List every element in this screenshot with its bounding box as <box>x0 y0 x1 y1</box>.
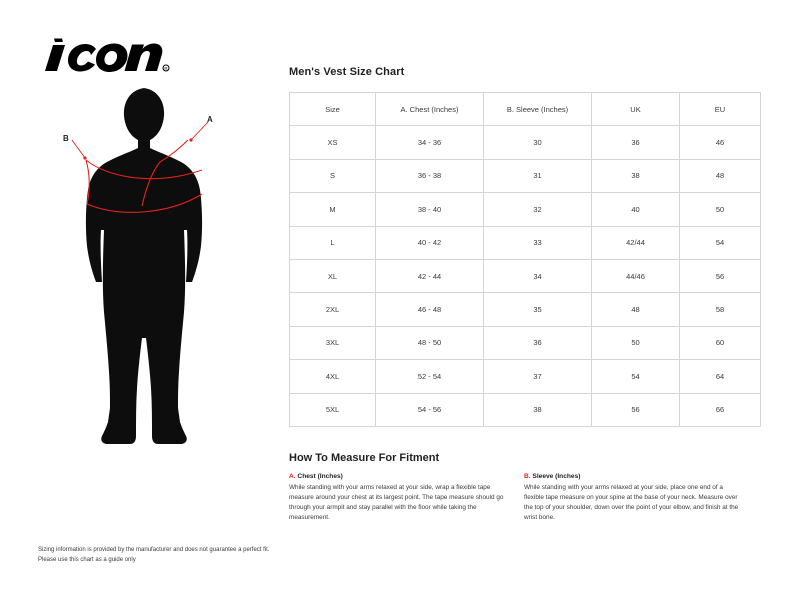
icon-brand-logo <box>40 38 170 72</box>
table-row <box>290 293 761 326</box>
table-row <box>290 259 761 292</box>
cell-chest: 54 - 56 <box>376 393 484 426</box>
figure-label-a: A <box>207 115 213 124</box>
column-header-sleeve: B. Sleeve (Inches) <box>484 93 592 126</box>
cell-eu: 64 <box>680 360 761 393</box>
table-header-row <box>290 93 761 126</box>
cell-size: 2XL <box>290 293 376 326</box>
cell-uk: 40 <box>592 193 680 226</box>
cell-eu: 58 <box>680 293 761 326</box>
cell-chest: 52 - 54 <box>376 360 484 393</box>
size-chart-section <box>289 66 760 427</box>
table-row <box>290 126 761 159</box>
cell-uk: 36 <box>592 126 680 159</box>
cell-uk: 48 <box>592 293 680 326</box>
cell-sleeve: 34 <box>484 259 592 292</box>
cell-chest: 40 - 42 <box>376 226 484 259</box>
how-to-measure-heading-chest <box>289 473 504 480</box>
heading-text-chest: Chest (Inches) <box>295 473 343 480</box>
cell-size: XS <box>290 126 376 159</box>
cell-size: M <box>290 193 376 226</box>
table-row <box>290 393 761 426</box>
footer-disclaimer <box>38 546 458 565</box>
marker-b: B. <box>524 473 531 480</box>
how-to-measure-section <box>289 452 760 523</box>
table-row <box>290 193 761 226</box>
cell-eu: 50 <box>680 193 761 226</box>
cell-chest: 36 - 38 <box>376 159 484 192</box>
table-row <box>290 226 761 259</box>
cell-eu: 54 <box>680 226 761 259</box>
cell-eu: 56 <box>680 259 761 292</box>
cell-size: XL <box>290 259 376 292</box>
cell-size: 4XL <box>290 360 376 393</box>
how-to-measure-text-chest: While standing with your arms relaxed at your side, wrap a flexible tape measure around your chest at its largest point. The tape measure should go through your armpit and stay parallel with the floor while taking the measurement. <box>289 484 504 521</box>
marker-a: A. <box>289 473 296 480</box>
cell-uk: 44/46 <box>592 259 680 292</box>
cell-uk: 54 <box>592 360 680 393</box>
footer-line-1: Sizing information is provided by the manufacturer and does not guarantee a perfect fit. <box>38 547 270 553</box>
heading-text-sleeve: Sleeve (Inches) <box>530 473 581 480</box>
table-row <box>290 360 761 393</box>
body-measurement-figure <box>60 86 260 456</box>
cell-chest: 46 - 48 <box>376 293 484 326</box>
svg-text:R: R <box>164 66 168 71</box>
column-header-eu: EU <box>680 93 761 126</box>
cell-eu: 48 <box>680 159 761 192</box>
cell-size: L <box>290 226 376 259</box>
cell-sleeve: 38 <box>484 393 592 426</box>
cell-eu: 60 <box>680 326 761 359</box>
page-title: Men's Vest Size Chart <box>289 66 405 78</box>
how-to-measure-item-chest <box>289 473 504 523</box>
cell-chest: 38 - 40 <box>376 193 484 226</box>
cell-sleeve: 35 <box>484 293 592 326</box>
cell-chest: 48 - 50 <box>376 326 484 359</box>
cell-eu: 46 <box>680 126 761 159</box>
footer-line-2: Please use this chart as a guide only <box>38 556 136 563</box>
cell-sleeve: 31 <box>484 159 592 192</box>
cell-size: 5XL <box>290 393 376 426</box>
cell-eu: 66 <box>680 393 761 426</box>
how-to-measure-item-sleeve <box>524 473 739 523</box>
size-chart-table <box>289 92 761 427</box>
how-to-measure-title: How To Measure For Fitment <box>289 452 440 464</box>
cell-sleeve: 36 <box>484 326 592 359</box>
cell-sleeve: 37 <box>484 360 592 393</box>
cell-size: S <box>290 159 376 192</box>
cell-chest: 42 - 44 <box>376 259 484 292</box>
cell-uk: 38 <box>592 159 680 192</box>
cell-sleeve: 33 <box>484 226 592 259</box>
cell-chest: 34 - 36 <box>376 126 484 159</box>
column-header-size: Size <box>290 93 376 126</box>
cell-uk: 56 <box>592 393 680 426</box>
cell-uk: 50 <box>592 326 680 359</box>
how-to-measure-text-sleeve: While standing with your arms relaxed at your side, place one end of a flexible tape measure on your spine at the base of your neck. Measure over the top of your shoulder, down over the point of your elbow, and finish at the wrist bone. <box>524 484 739 521</box>
cell-uk: 42/44 <box>592 226 680 259</box>
figure-label-b: B <box>63 134 69 143</box>
how-to-measure-heading-sleeve <box>524 473 739 480</box>
cell-size: 3XL <box>290 326 376 359</box>
cell-sleeve: 32 <box>484 193 592 226</box>
column-header-chest: A. Chest (Inches) <box>376 93 484 126</box>
table-row <box>290 326 761 359</box>
column-header-uk: UK <box>592 93 680 126</box>
cell-sleeve: 30 <box>484 126 592 159</box>
table-row <box>290 159 761 192</box>
